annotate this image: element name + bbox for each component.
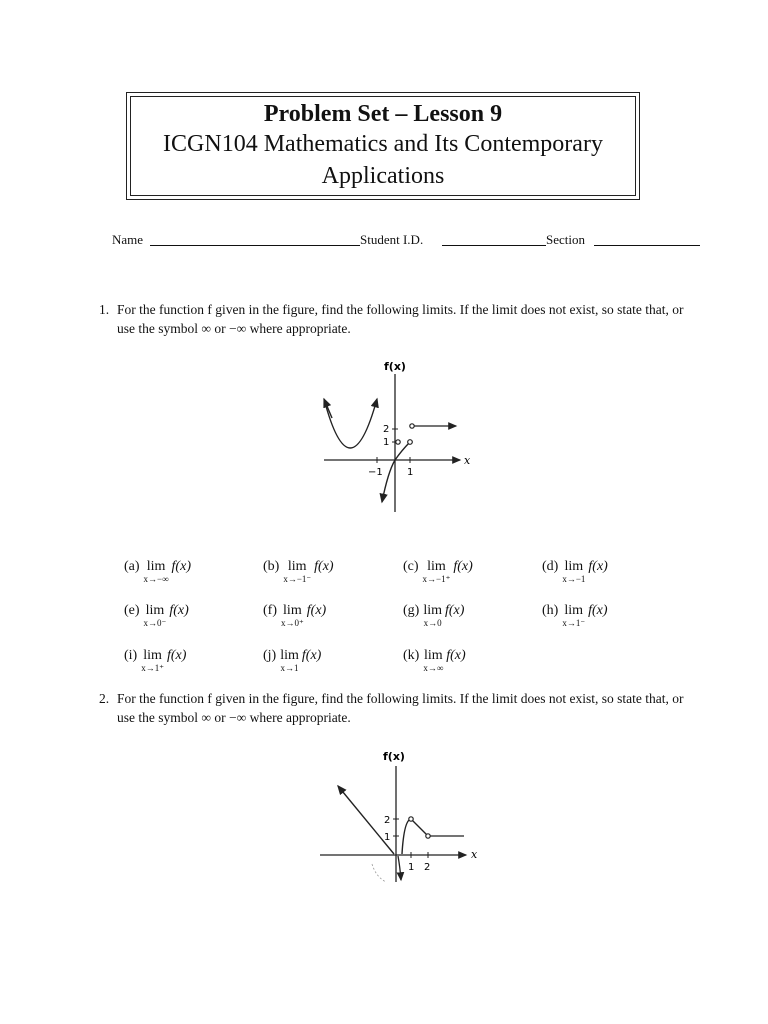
- problem-1-graph: [310, 352, 480, 517]
- open-point-1-2: [409, 817, 413, 821]
- open-point-2-1: [426, 834, 430, 838]
- student-id-label: Student I.D.: [360, 232, 424, 247]
- part-g: (g) lim x→0 f(x): [403, 603, 465, 628]
- curve-zero-to-one: [395, 442, 410, 460]
- y-tick-label-1: 1: [384, 832, 391, 843]
- problem-1-number: 1.: [99, 302, 110, 317]
- part-i: (i) lim x→1⁺ f(x): [124, 648, 187, 673]
- problem-2-graph: [318, 742, 488, 892]
- part-label: (i): [124, 648, 138, 663]
- part-label: (j): [263, 648, 277, 663]
- part-a: (a) lim x→−∞ f(x): [124, 559, 191, 584]
- page-title: Problem Set – Lesson 9: [263, 101, 503, 127]
- hump-curve: [402, 819, 428, 854]
- part-d: (d) lim x→−1 f(x): [542, 559, 608, 584]
- limit-expression: lim x→0⁻: [143, 603, 167, 628]
- part-label: (g): [403, 603, 420, 618]
- x-tick-label-1: 1: [408, 862, 415, 873]
- part-label: (f): [263, 603, 277, 618]
- part-label: (h): [542, 603, 559, 618]
- course-title-line1: ICGN104 Mathematics and Its Contemporary: [163, 131, 603, 157]
- name-field-line[interactable]: [150, 245, 360, 246]
- limit-expression: lim x→1⁻: [562, 603, 586, 628]
- limit-expression: lim x→−1⁺: [422, 559, 451, 584]
- limit-expression: lim x→−∞: [143, 559, 169, 584]
- course-title-line2: Applications: [321, 163, 445, 189]
- x-axis-label: x: [464, 454, 471, 467]
- part-label: (k): [403, 648, 420, 663]
- problem-2-number: 2.: [99, 691, 110, 706]
- curve-to-neg-infinity: [382, 460, 395, 502]
- point-1-1: [408, 440, 413, 445]
- part-j: (j) lim x→1 f(x): [263, 648, 322, 673]
- title-inner-frame: [130, 96, 636, 196]
- curve-to-neg-infinity: [398, 856, 401, 880]
- problem-2: [99, 689, 699, 729]
- limit-expression: lim x→−1: [562, 559, 586, 584]
- part-k: (k) lim x→∞ f(x): [403, 648, 466, 673]
- problem-1: [99, 300, 699, 340]
- part-label: (e): [124, 603, 140, 618]
- x-axis-label: x: [471, 848, 478, 861]
- limit-expression: lim x→∞: [423, 648, 444, 673]
- section-field-line[interactable]: [594, 245, 700, 246]
- part-label: (a): [124, 559, 140, 574]
- part-label: (b): [263, 559, 280, 574]
- limit-expression: lim x→0⁺: [281, 603, 304, 628]
- faint-scribble: [372, 864, 386, 882]
- name-label: Name: [112, 232, 144, 247]
- limit-expression: lim x→1: [280, 648, 299, 673]
- part-h: (h) lim x→1⁻ f(x): [542, 603, 608, 628]
- student-id-field-line[interactable]: [442, 245, 546, 246]
- open-point-1-2: [410, 424, 414, 428]
- student-info-row: [112, 232, 700, 252]
- y-tick-label-2: 2: [383, 424, 390, 435]
- parabola-curve: [324, 399, 377, 448]
- y-tick-label-2: 2: [384, 815, 391, 826]
- x-tick-label-2: 2: [424, 862, 431, 873]
- open-point-0-1: [396, 440, 400, 444]
- y-tick-label-1: 1: [383, 437, 390, 448]
- problem-2-text: For the function f given in the figure, find the following limits. If the limit does not exist, so state that, or use the symbol ∞ or −∞ where appropriate.: [117, 691, 684, 725]
- y-axis-label: f(x): [384, 360, 406, 373]
- limit-expression: lim x→0: [423, 603, 442, 628]
- limit-expression: lim x→−1⁻: [283, 559, 312, 584]
- part-b: (b) lim x→−1⁻ f(x): [263, 559, 334, 584]
- part-e: (e) lim x→0⁻ f(x): [124, 603, 189, 628]
- part-f: (f) lim x→0⁺ f(x): [263, 603, 327, 628]
- title-box: [126, 92, 640, 200]
- problem-1-text: For the function f given in the figure, find the following limits. If the limit does not exist, so state that, or use the symbol ∞ or −∞ where appropriate.: [117, 302, 684, 336]
- x-tick-label-neg1: −1: [368, 467, 383, 478]
- part-c: (c) lim x→−1⁺ f(x): [403, 559, 473, 584]
- x-tick-label-1: 1: [407, 467, 414, 478]
- limit-expression: lim x→1⁺: [141, 648, 164, 673]
- y-axis-label: f(x): [383, 750, 405, 763]
- part-label: (d): [542, 559, 559, 574]
- section-label: Section: [546, 232, 585, 247]
- part-label: (c): [403, 559, 419, 574]
